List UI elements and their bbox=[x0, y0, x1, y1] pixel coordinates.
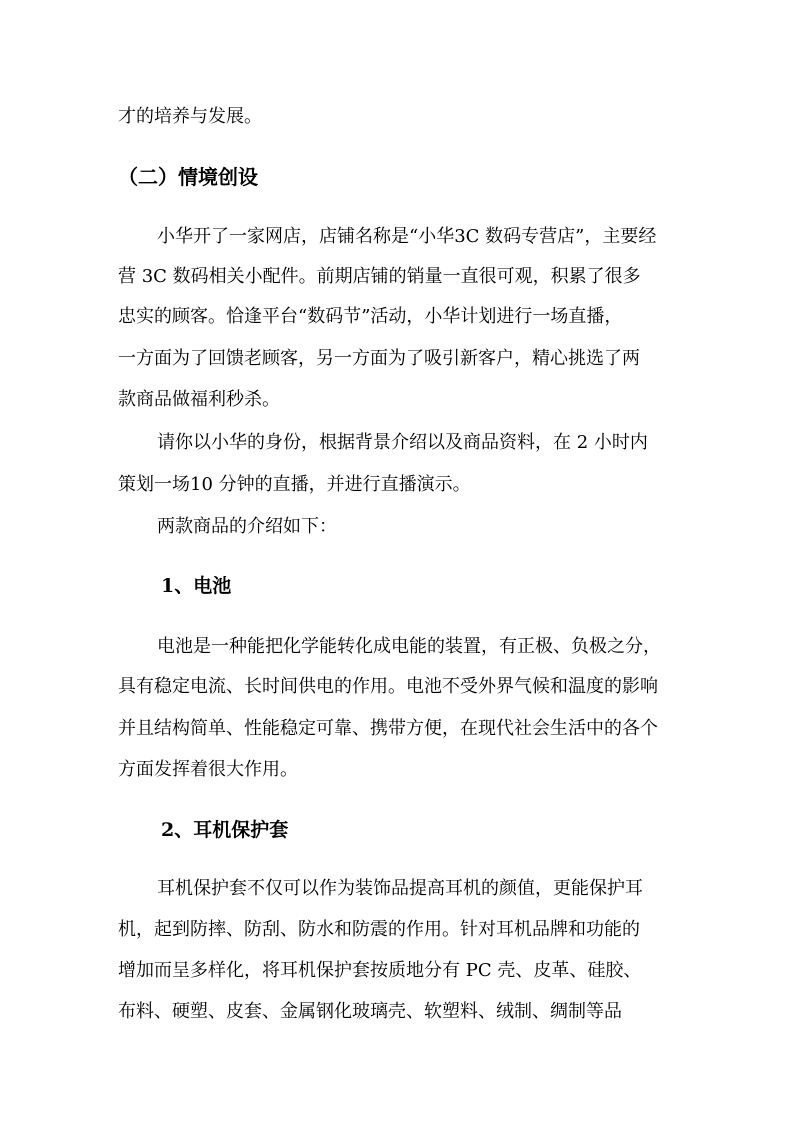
paragraph-line: 小华开了一家网店，店铺名称是“小华3C 数码专营店”，主要经 bbox=[157, 226, 657, 247]
paragraph-line: 电池是一种能把化学能转化成电能的装置，有正极、负极之分， bbox=[157, 636, 661, 657]
paragraph-line: 增加而呈多样化，将耳机保护套按质地分有 PC 壳、皮革、硅胶、 bbox=[118, 960, 642, 981]
paragraph-line: 才的培养与发展。 bbox=[118, 106, 262, 127]
paragraph-line: 策划一场10 分钟的直播，并进行直播演示。 bbox=[118, 474, 471, 495]
paragraph-line: 一方面为了回馈老顾客，另一方面为了吸引新客户，精心挑选了两 bbox=[118, 348, 640, 369]
paragraph-line: 方面发挥着很大作用。 bbox=[118, 759, 298, 780]
paragraph-line: 忠实的顾客。恰逢平台“数码节”活动，小华计划进行一场直播， bbox=[118, 306, 623, 327]
paragraph-line: 营 3C 数码相关小配件。前期店铺的销量一直很可观，积累了很多 bbox=[118, 266, 641, 287]
paragraph-line: 并且结构简单、性能稳定可靠、携带方便，在现代社会生活中的各个 bbox=[118, 718, 658, 739]
paragraph-line: 请你以小华的身份，根据背景介绍以及商品资料，在 2 小时内 bbox=[157, 432, 648, 453]
paragraph-line: 两款商品的介绍如下： bbox=[157, 516, 337, 537]
paragraph-line: 具有稳定电流、长时间供电的作用。电池不受外界气候和温度的影响 bbox=[118, 676, 658, 697]
paragraph-line: 机，起到防摔、防刮、防水和防震的作用。针对耳机品牌和功能的 bbox=[118, 919, 640, 940]
section-heading: （二）情境创设 bbox=[118, 165, 258, 189]
paragraph-line: 款商品做福利秒杀。 bbox=[118, 389, 280, 410]
product-heading-earphone-case: 2、耳机保护套 bbox=[161, 819, 289, 841]
paragraph-line: 耳机保护套不仅可以作为装饰品提高耳机的颜值，更能保护耳 bbox=[157, 878, 643, 899]
paragraph-line: 布料、硬塑、皮套、金属钢化玻璃壳、软塑料、绒制、绸制等品 bbox=[118, 1001, 622, 1022]
product-heading-battery: 1、电池 bbox=[161, 575, 232, 597]
